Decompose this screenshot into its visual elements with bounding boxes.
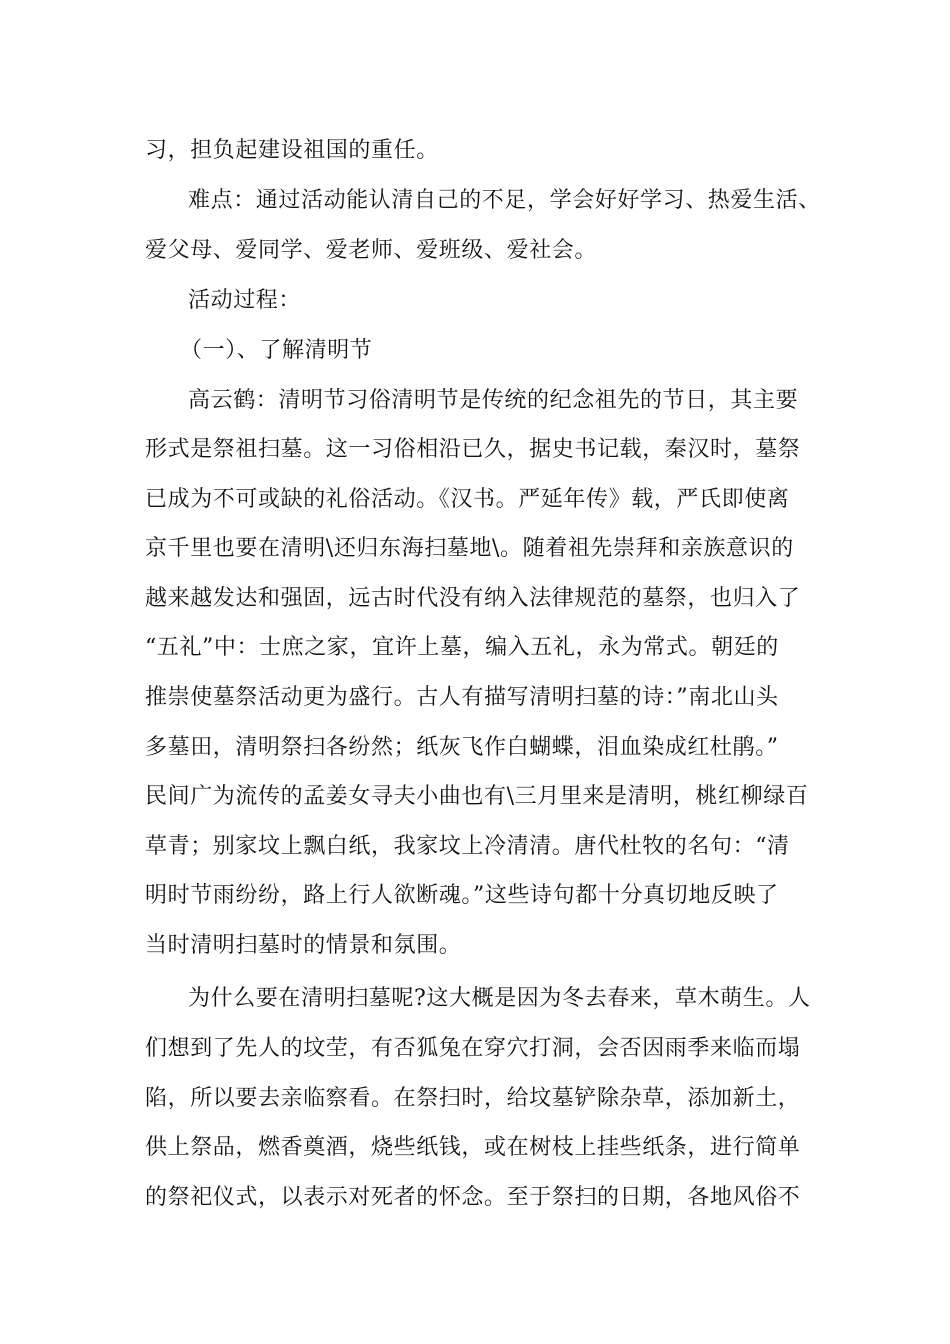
text-line: 高云鹤：清明节习俗清明节是传统的纪念祖先的节日，其主要 xyxy=(188,388,799,413)
section-heading: （一）、了解清明节 xyxy=(180,338,373,363)
text-line: “五礼”中：士庶之家，宜许上墓，编入五礼，永为常式。朝廷的 xyxy=(145,635,779,660)
text-line: 越来越发达和强固，远古时代没有纳入法律规范的墓祭，也归入了 xyxy=(145,586,801,611)
text-line: 陷，所以要去亲临察看。在祭扫时，给坟墓铲除杂草，添加新土， xyxy=(145,1086,801,1111)
text-line: 形式是祭祖扫墓。这一习俗相沿已久，据史书记载，秦汉时，墓祭 xyxy=(145,437,801,462)
text-line: 爱父母、爱同学、爱老师、爱班级、爱社会。 xyxy=(145,238,598,263)
text-line: 草青；别家坟上飘白纸，我家坟上冷清清。唐代杜牧的名句：“清 xyxy=(145,834,790,859)
text-line: 为什么要在清明扫墓呢?这大概是因为冬去春来，草木萌生。人 xyxy=(188,986,811,1011)
text-line: 多墓田，清明祭扫各纷然；纸灰飞作白蝴蝶，泪血染成红杜鹃。” xyxy=(145,735,779,760)
text-line: 习，担负起建设祖国的重任。 xyxy=(145,138,439,163)
text-line: 供上祭品，燃香奠酒，烧些纸钱，或在树枝上挂些纸条，进行简单 xyxy=(145,1135,801,1160)
text-line: 们想到了先人的坟茔，有否狐兔在穿穴打洞，会否因雨季来临而塌 xyxy=(145,1036,801,1061)
text-line: 推崇使墓祭活动更为盛行。古人有描写清明扫墓的诗：”南北山头 xyxy=(145,685,779,710)
text-line: 活动过程： xyxy=(188,288,302,313)
text-line: 民间广为流传的孟姜女寻夫小曲也有\三月里来是清明，桃红柳绿百 xyxy=(145,784,809,809)
text-line: 已成为不可或缺的礼俗活动。《汉书。严延年传》载，严氏即使离 xyxy=(145,487,790,512)
text-line: 明时节雨纷纷，路上行人欲断魂。”这些诗句都十分真切地反映了 xyxy=(145,883,779,908)
text-line: 当时清明扫墓时的情景和氛围。 xyxy=(145,933,462,958)
text-line: 京千里也要在清明\还归东海扫墓地\。随着祖先崇拜和亲族意识的 xyxy=(145,536,794,561)
text-line: 的祭祀仪式，以表示对死者的怀念。至于祭扫的日期，各地风俗不 xyxy=(145,1185,801,1210)
text-line: 难点：通过活动能认清自己的不足，学会好好学习、热爱生活、 xyxy=(188,188,821,213)
